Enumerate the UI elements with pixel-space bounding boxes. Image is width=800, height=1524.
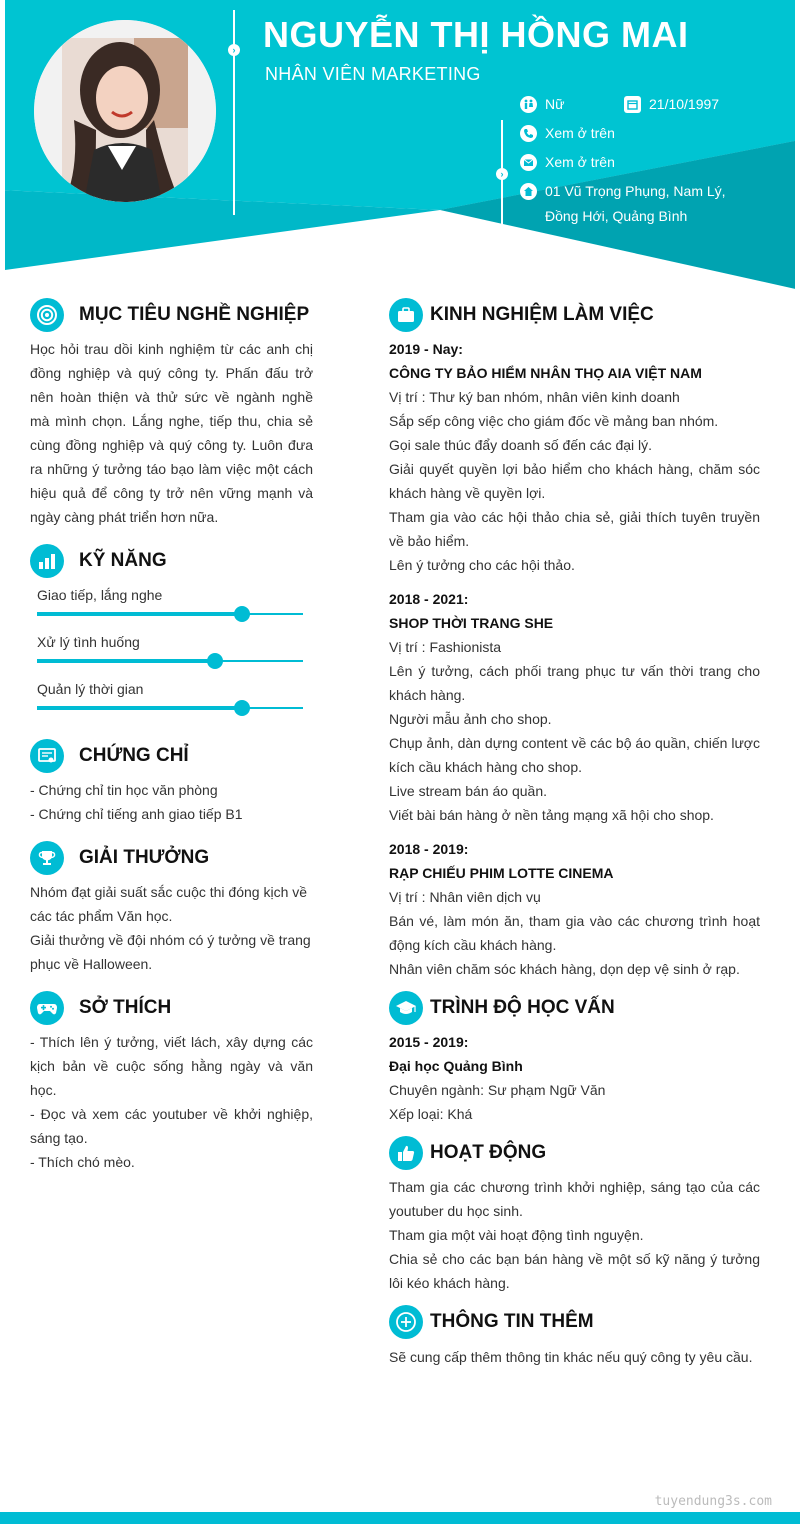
job-entry [389,337,760,577]
certificates-section-header [30,739,189,773]
email-value: Xem ở trên [545,154,615,170]
hobbies-title: SỞ THÍCH [79,997,172,1018]
job-detail: Gọi sale thúc đẩy doanh số đến các đại lý. [389,437,653,453]
gender-icon [520,96,537,113]
education-details [389,1030,760,1126]
hobby-item: - Thích lên ý tưởng, viết lách, xây dựng các kịch bản về cuộc sống hằng ngày và văn học. [30,1034,313,1098]
objective-text: Học hỏi trau dồi kinh nghiệm từ các anh chị đồng nghiệp và quý công ty. Phấn đấu trở nên hoàn thiện và thử sức về ngành nghề mà mình chọn. Lắng nghe, tiếp thu, chia sẻ cùng đồng nghiệp và quý công ty. Luôn đưa ra những ý tưởng táo bạo làm việc một cách hiệu quả để công ty trở nên vững mạnh và ngày càng phát triển hơn nữa. [30,341,313,525]
phone-value: Xem ở trên [545,125,615,141]
gender-value: Nữ [545,96,565,112]
plus-circle-icon [389,1305,423,1339]
gender-row [520,96,564,117]
activities-list [389,1175,760,1295]
email-row [520,154,615,175]
certificate-item: - Chứng chỉ tiếng anh giao tiếp B1 [30,806,243,822]
objective-section-header [30,298,309,332]
experience-title: KINH NGHIỆM LÀM VIỆC [430,304,654,325]
chevron-right-icon: › [228,44,240,56]
footer-bar [0,1512,800,1524]
education-grade: Xếp loại: Khá [389,1106,473,1122]
job-period: 2019 - Nay: [389,341,463,357]
trophy-icon [30,841,64,875]
job-detail: Sắp sếp công việc cho giám đốc về mảng ban nhóm. [389,413,719,429]
skill-label: Xử lý tình huống [37,634,140,650]
job-detail: Live stream bán áo quần. [389,783,547,799]
activities-section-header [389,1136,546,1170]
skill-bar-track [37,613,303,615]
skill-item [37,679,303,709]
certificate-item: - Chứng chỉ tin học văn phòng [30,782,218,798]
address-value: 01 Vũ Trọng Phụng, Nam Lý, Đồng Hới, Quảng Bình [545,183,726,224]
job-detail: Vị trí : Fashionista [389,639,502,655]
job-company: RẠP CHIẾU PHIM LOTTE CINEMA [389,865,614,881]
skills-section-header [30,544,167,578]
skill-bar-knob [207,653,223,669]
gamepad-icon [30,991,64,1025]
job-detail: Vị trí : Thư ký ban nhóm, nhân viên kinh doanh [389,389,680,405]
certificate-icon [30,739,64,773]
additional-title: THÔNG TIN THÊM [430,1311,594,1332]
skill-label: Giao tiếp, lắng nghe [37,587,163,603]
job-entry [389,587,760,827]
birthdate-value: 21/10/1997 [649,96,720,112]
education-section-header [389,991,615,1025]
chevron-right-icon: › [496,168,508,180]
certificates-title: CHỨNG CHỈ [79,745,189,766]
skill-label: Quản lý thời gian [37,681,144,697]
hobbies-list [30,1030,313,1174]
job-detail: Nhân viên chăm sóc khách hàng, dọn dẹp vệ sinh ở rạp. [389,961,740,977]
skill-item [37,585,303,615]
job-detail: Bán vé, làm món ăn, tham gia vào các chương trình hoạt động kích cầu khách hàng. [389,913,760,953]
hobby-item: - Đọc và xem các youtuber về khởi nghiệp, sáng tạo. [30,1106,313,1146]
skill-item [37,632,303,662]
skill-bar-fill [37,659,215,663]
avatar-photo [34,20,216,202]
job-company: CÔNG TY BẢO HIỂM NHÂN THỌ AIA VIỆT NAM [389,365,702,381]
award-item: Giải thưởng về đội nhóm có ý tưởng về trang phục về Halloween. [30,932,311,972]
avatar [34,20,216,202]
additional-section-header [389,1305,594,1339]
experience-section-header [389,298,654,332]
job-entry [389,837,760,981]
award-item: Nhóm đạt giải suất sắc cuộc thi đóng kịch về các tác phẩm Văn học. [30,884,308,924]
experience-list [389,337,760,991]
job-detail: Giải quyết quyền lợi bảo hiểm cho khách hàng, chăm sóc khách hàng về quyền lợi. [389,461,760,501]
candidate-name: NGUYỄN THỊ HỒNG MAI [263,14,689,55]
target-icon [30,298,64,332]
awards-section-header [30,841,209,875]
education-title: TRÌNH ĐỘ HỌC VẤN [430,997,615,1018]
objective-title: MỤC TIÊU NGHỀ NGHIỆP [79,304,310,325]
hobby-item: - Thích chó mèo. [30,1154,135,1170]
skill-bar-knob [234,700,250,716]
graduation-cap-icon [389,991,423,1025]
home-icon [520,183,537,200]
job-period: 2018 - 2021: [389,591,469,607]
bar-chart-icon [30,544,64,578]
watermark: tuyendung3s.com [654,1494,772,1509]
activity-item: Chia sẻ cho các bạn bán hàng về một số kỹ năng ý tưởng lôi kéo khách hàng. [389,1251,760,1291]
briefcase-icon [389,298,423,332]
activity-item: Tham gia một vài hoạt động tình nguyện. [389,1227,644,1243]
job-period: 2018 - 2019: [389,841,469,857]
job-detail: Chụp ảnh, dàn dựng content về các bộ áo quần, chiến lược kích cầu khách hàng cho shop. [389,735,760,775]
education-school: Đại học Quảng Bình [389,1058,523,1074]
calendar-icon [624,96,641,113]
education-major: Chuyên ngành: Sư phạm Ngữ Văn [389,1082,606,1098]
thumbs-up-icon [389,1136,423,1170]
education-period: 2015 - 2019: [389,1034,469,1050]
skill-bar-track [37,707,303,709]
additional-text: Sẽ cung cấp thêm thông tin khác nếu quý công ty yêu cầu. [389,1349,753,1365]
activity-item: Tham gia các chương trình khởi nghiệp, sáng tạo của các youtuber du học sinh. [389,1179,760,1219]
job-detail: Viết bài bán hàng ở nền tảng mạng xã hội cho shop. [389,807,714,823]
skills-title: KỸ NĂNG [79,550,167,571]
job-detail: Tham gia vào các hội thảo chia sẻ, giải thích tuyên truyền về bảo hiểm. [389,509,760,549]
job-detail: Vị trí : Nhân viên dịch vụ [389,889,541,905]
hobbies-section-header [30,991,171,1025]
header-divider-line [233,10,235,215]
certificates-list [30,778,313,826]
activities-title: HOẠT ĐỘNG [430,1142,547,1163]
job-detail: Lên ý tưởng, cách phối trang phục tư vấn thời trang cho khách hàng. [389,663,760,703]
job-company: SHOP THỜI TRANG SHE [389,615,554,631]
job-detail: Người mẫu ảnh cho shop. [389,711,552,727]
skill-bar-fill [37,706,242,710]
awards-list [30,880,313,976]
address-row [520,183,760,229]
birthdate-row [624,96,719,117]
awards-title: GIẢI THƯỞNG [79,847,210,868]
email-icon [520,154,537,171]
job-title: NHÂN VIÊN MARKETING [265,64,481,84]
skill-bar-knob [234,606,250,622]
skill-bar-track [37,660,303,662]
phone-row [520,125,615,146]
skill-bar-fill [37,612,242,616]
job-detail: Lên ý tưởng cho các hội thảo. [389,557,575,573]
phone-icon [520,125,537,142]
